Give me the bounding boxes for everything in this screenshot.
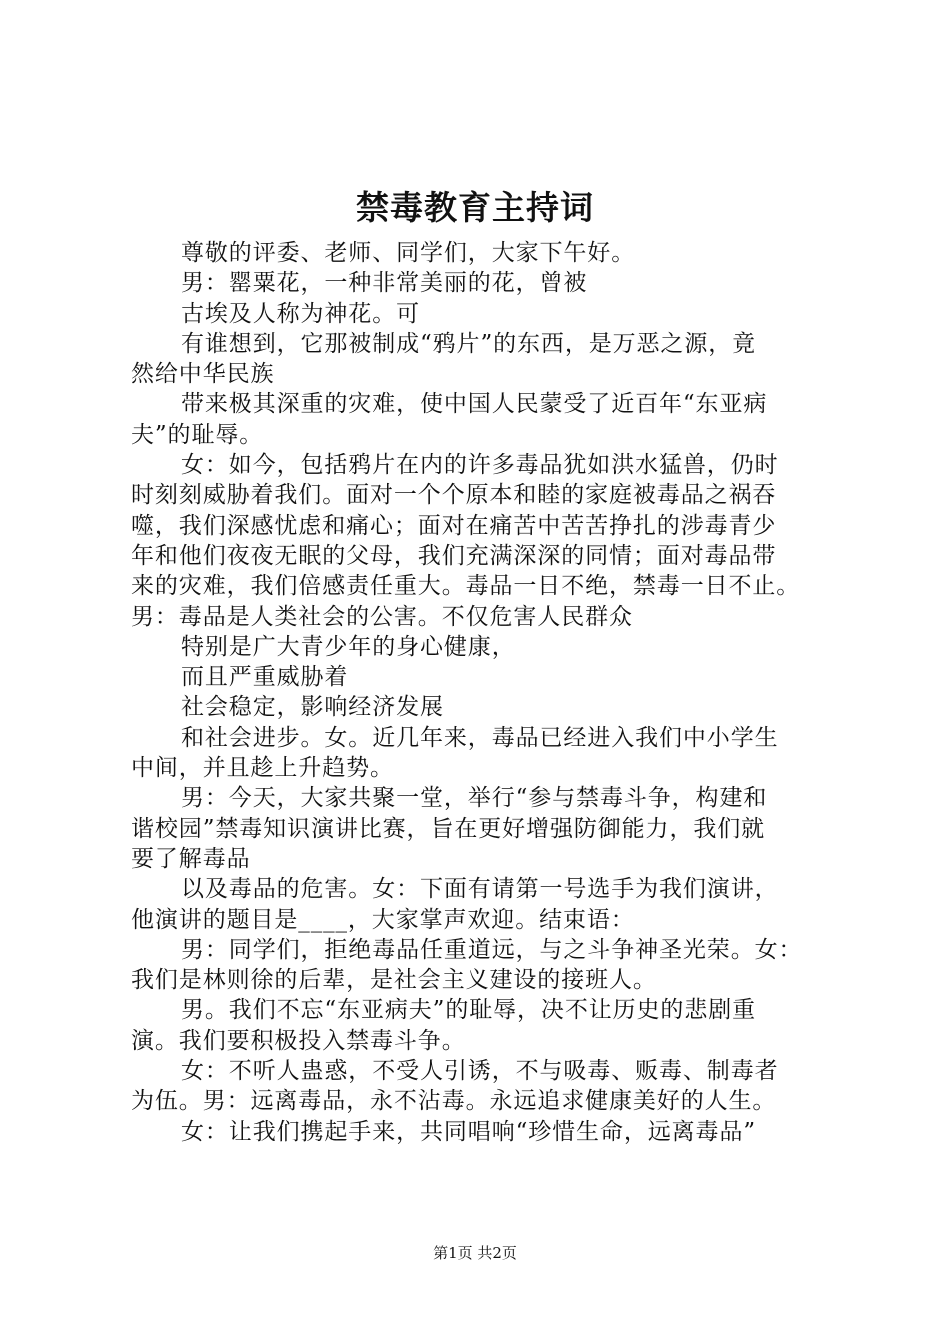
page-footer: 第1页 共2页 [433,1244,517,1262]
body-line: 男：今天，大家共聚一堂，举行“参与禁毒斗争，构建和 [181,785,768,812]
body-line: 然给中华民族 [131,361,275,388]
body-line: 社会稳定，影响经济发展 [181,694,444,721]
body-line: 尊敬的评委、老师、同学们，大家下午好。 [181,240,636,266]
body-line: 而且严重威胁着 [181,664,349,691]
body-line: 要了解毒品 [131,845,251,872]
body-line: 有谁想到，它那被制成“鸦片”的东西，是万恶之源，竟 [181,330,757,357]
body-line: 特别是广大青少年的身心健康， [181,633,516,660]
body-line: 时刻刻威胁着我们。面对一个个原本和睦的家庭被毒品之祸吞 [131,482,777,509]
body-line: 以及毒品的危害。女：下面有请第一号选手为我们演讲， [181,876,779,903]
body-line: 女：不听人蛊惑，不受人引诱，不与吸毒、贩毒、制毒者 [181,1058,779,1085]
body-line: 他演讲的题目是____，大家掌声欢迎。结束语： [131,906,635,933]
body-line: 男。我们不忘“东亚病夫”的耻辱，决不让历史的悲剧重 [181,997,757,1024]
body-line: 古埃及人称为神花。可 [181,300,420,327]
body-line: 女：如今，包括鸦片在内的许多毒品犹如洪水猛兽，仍时 [181,452,779,479]
body-line: 男：毒品是人类社会的公害。不仅危害人民群众 [131,603,633,630]
body-line: 带来极其深重的灾难，使中国人民蒙受了近百年“东亚病 [181,391,768,418]
body-line: 夫”的耻辱。 [131,421,264,448]
body-line: 男：罂粟花，一种非常美丽的花，曾被 [181,270,588,297]
body-line: 男：同学们，拒绝毒品任重道远，与之斗争神圣光荣。女： [181,936,803,963]
body-line: 噬，我们深感忧虑和痛心；面对在痛苦中苦苦挣扎的涉毒青少 [131,512,777,539]
body-line: 中间，并且趁上升趋势。 [131,755,394,782]
body-line: 演。我们要积极投入禁毒斗争。 [131,1027,466,1054]
body-line: 来的灾难，我们倍感责任重大。毒品一日不绝，禁毒一日不止。 [131,573,801,600]
document-title: 禁毒教育主持词 [356,188,594,227]
body-line: 为伍。男：远离毒品，永不沾毒。永远追求健康美好的人生。 [131,1088,777,1115]
body-line: 和社会进步。女。近几年来，毒品已经进入我们中小学生 [181,724,779,751]
body-line: 年和他们夜夜无眠的父母，我们充满深深的同情；面对毒品带 [131,542,777,569]
body-line: 谐校园”禁毒知识演讲比赛，旨在更好增强防御能力，我们就 [131,815,766,842]
body-line: 我们是林则徐的后辈，是社会主义建设的接班人。 [131,967,657,994]
document-body [131,238,851,1147]
body-line: 女：让我们携起手来，共同唱响“珍惜生命，远离毒品” [181,1118,757,1145]
